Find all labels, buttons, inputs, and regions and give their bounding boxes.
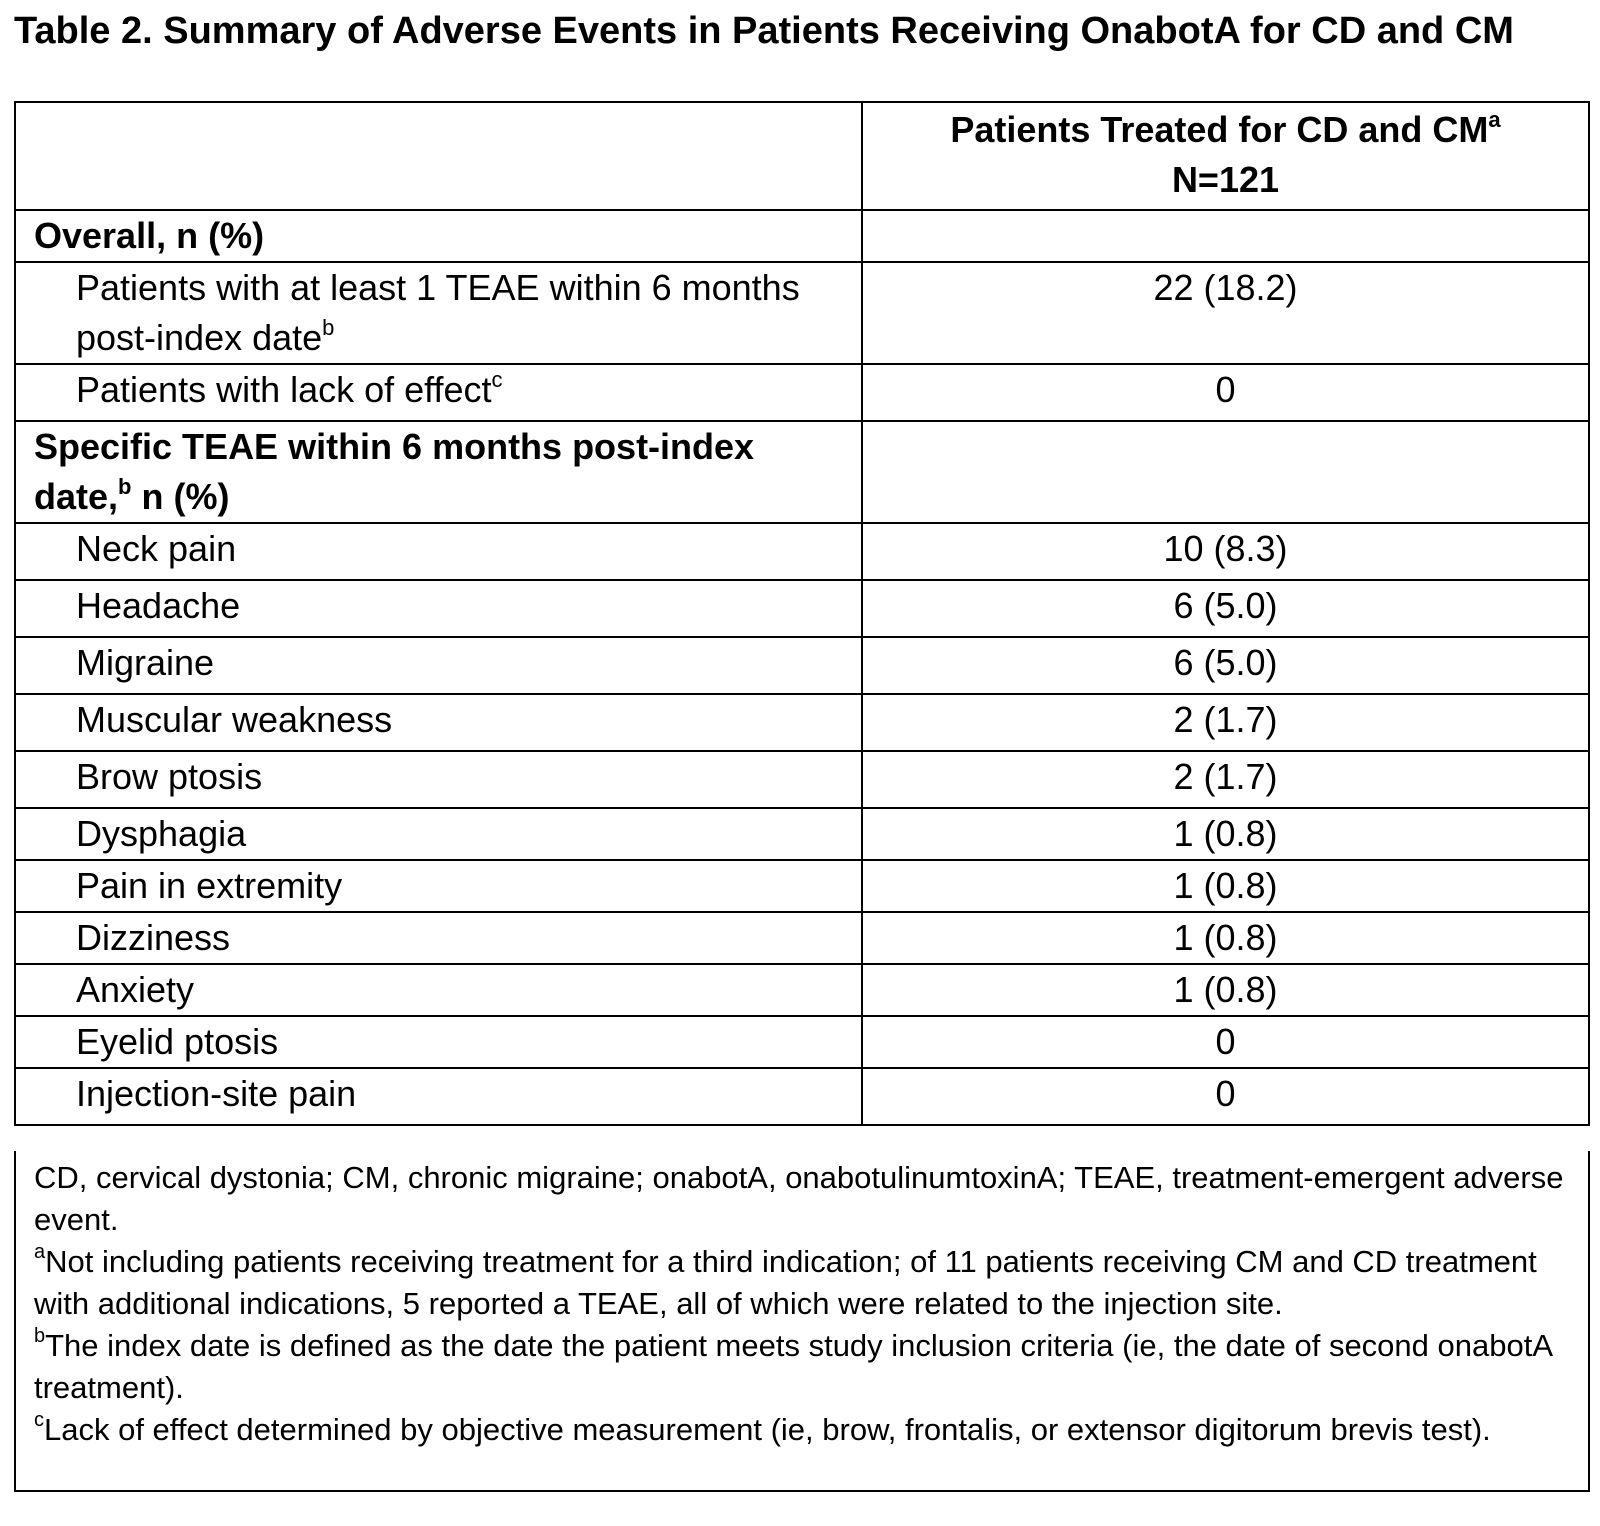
- row-label: Injection-site pain: [15, 1068, 862, 1125]
- row-value: 2 (1.7): [862, 694, 1589, 751]
- header-empty-cell: [15, 102, 862, 210]
- footnote-c: $^c$Lack of effect determined by objective measurement (ie, brow, frontalis, or extensor digitorum brevis test).: [34, 1408, 1491, 1447]
- table-row: [15, 694, 1589, 751]
- section-value-empty: [862, 421, 1589, 523]
- footnote-mark-a: a: [34, 1240, 46, 1263]
- footnote-mark-b: b: [34, 1324, 46, 1347]
- column-header: [862, 102, 1589, 210]
- footnote-mark-a: a: [1488, 107, 1501, 132]
- footnote-mark-c: c: [491, 367, 503, 392]
- table-row: [15, 523, 1589, 580]
- footnote-mark-b: b: [322, 315, 335, 340]
- row-value: 1 (0.8): [862, 964, 1589, 1016]
- footnote-b: $^b$The index date is defined as the date the patient meets study inclusion criteria (ie, the date of second onabotA treatment).: [34, 1324, 1552, 1405]
- row-label: Pain in extremity: [15, 860, 862, 912]
- table-header-row: [15, 102, 1589, 210]
- footnote-mark-c: c: [34, 1408, 44, 1431]
- footnote-abbreviations: CD, cervical dystonia; CM, chronic migraine; onabotA, onabotulinumtoxinA; TEAE, treatment-emergent adverse event.: [34, 1160, 1564, 1237]
- row-value: 1 (0.8): [862, 912, 1589, 964]
- section-row-specific: [15, 421, 1589, 523]
- table-row: [15, 964, 1589, 1016]
- table-footnotes: [14, 1151, 1590, 1492]
- row-value: 1 (0.8): [862, 808, 1589, 860]
- row-label: Brow ptosis: [15, 751, 862, 808]
- row-value: 10 (8.3): [862, 523, 1589, 580]
- table-row: [15, 637, 1589, 694]
- footnote-a: $^a$Not including patients receiving treatment for a third indication; of 11 patients receiving CM and CD treatment with additional indications, 5 reported a TEAE, all of which were related to the injection site.: [34, 1240, 1537, 1321]
- row-label: Muscular weakness: [15, 694, 862, 751]
- row-label: Patients with at least 1 TEAE within 6 months post-index date$^b$: [15, 262, 862, 364]
- row-value: 1 (0.8): [862, 860, 1589, 912]
- column-header-group: Patients Treated for CD and CM: [950, 109, 1489, 150]
- row-value: 22 (18.2): [862, 262, 1589, 364]
- table-row: [15, 912, 1589, 964]
- column-header-n: N=121: [1171, 159, 1280, 200]
- adverse-events-table: [14, 101, 1590, 1126]
- table-row: [15, 860, 1589, 912]
- table-row: [15, 1016, 1589, 1068]
- table-row: [15, 580, 1589, 637]
- section-label: Overall, n (%): [15, 210, 862, 262]
- row-label: Dysphagia: [15, 808, 862, 860]
- table-row: [15, 364, 1589, 421]
- table-row: [15, 751, 1589, 808]
- table-title: Table 2. Summary of Adverse Events in Patients Receiving OnabotA for CD and CM: [14, 10, 1514, 52]
- section-label: Specific TEAE within 6 months post-index date,$^b$ n (%): [15, 421, 862, 523]
- row-value: 0: [862, 1016, 1589, 1068]
- row-label: Headache: [15, 580, 862, 637]
- row-label: Anxiety: [15, 964, 862, 1016]
- footnote-mark-b: b: [118, 474, 132, 499]
- row-value: 6 (5.0): [862, 580, 1589, 637]
- row-label: Patients with lack of effect$^c$: [15, 364, 862, 421]
- table-row: [15, 262, 1589, 364]
- section-value-empty: [862, 210, 1589, 262]
- row-label: Eyelid ptosis: [15, 1016, 862, 1068]
- row-value: 6 (5.0): [862, 637, 1589, 694]
- row-value: 0: [862, 1068, 1589, 1125]
- row-label: Neck pain: [15, 523, 862, 580]
- row-label: Migraine: [15, 637, 862, 694]
- row-label: Dizziness: [15, 912, 862, 964]
- row-value: 0: [862, 364, 1589, 421]
- table-row: [15, 808, 1589, 860]
- section-row-overall: [15, 210, 1589, 262]
- row-value: 2 (1.7): [862, 751, 1589, 808]
- table-row: [15, 1068, 1589, 1125]
